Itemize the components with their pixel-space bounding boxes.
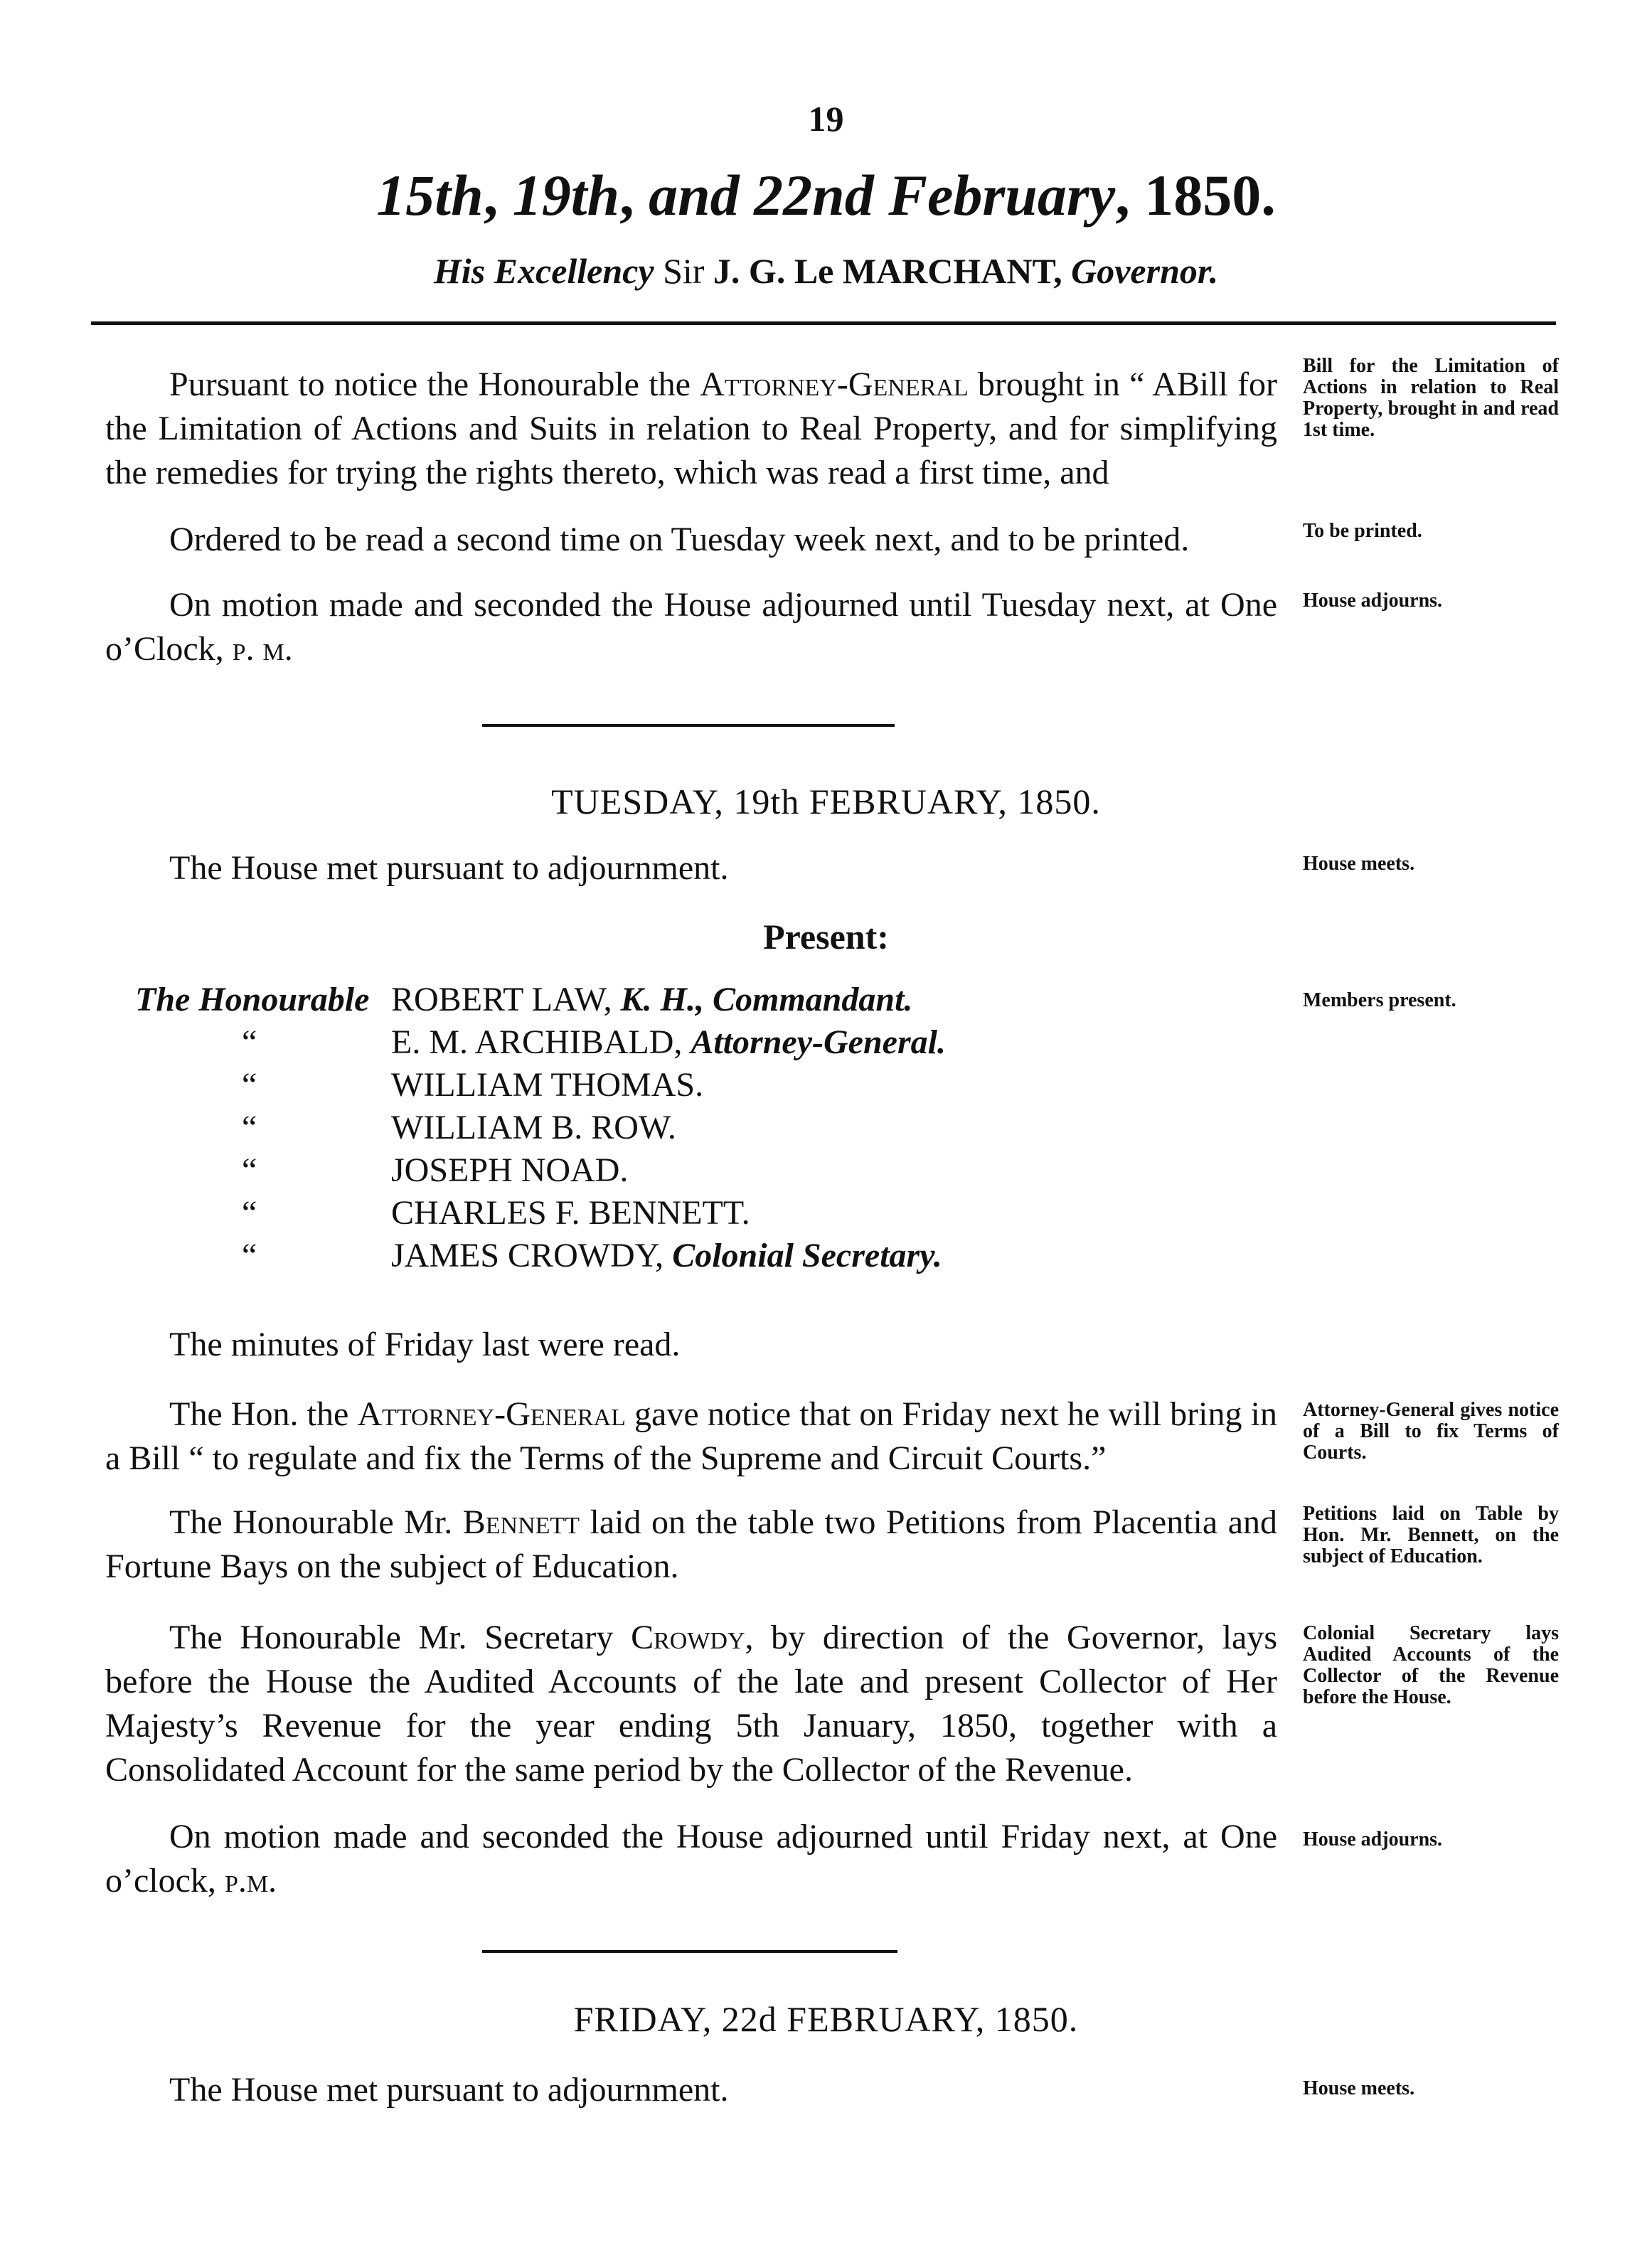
friday-heading: FRIDAY, 22d FEBRUARY, 1850. xyxy=(573,1999,1079,2039)
page-number: 19 xyxy=(808,99,844,139)
page-title: 15th, 19th, and 22nd February, 1850. xyxy=(376,163,1276,228)
margin-note-adjourns-2: House adjourns. xyxy=(1303,1828,1443,1850)
petitions: The Honourable Mr. Bennett laid on the table two Petitions from Placentia and Fortune Bays on the subject of Education. xyxy=(105,1503,1278,1585)
print-order: Ordered to be read a second time on Tuesday week next, and to be printed. xyxy=(169,521,1190,558)
margin-note-meets-2: House meets. xyxy=(1303,2077,1415,2099)
margin-note-bill: Bill for the Limitation of Actions in relation to Real Property, brought in and read 1st time. xyxy=(1303,355,1559,441)
adjournment-2: On motion made and seconded the House adjourned until Friday next, at One o’clock, p.m. xyxy=(105,1818,1277,1900)
header-rule xyxy=(91,321,1556,325)
margin-note-members: Members present. xyxy=(1303,989,1456,1011)
margin-note-notice: Attorney-General gives notice of a Bill to fix Terms of Courts. xyxy=(1303,1399,1559,1464)
section-rule-1 xyxy=(482,724,895,727)
margin-note-accounts: Colonial Secretary lays Audited Accounts of the Collector of the Revenue before the House. xyxy=(1303,1622,1559,1708)
margin-note-meets-1: House meets. xyxy=(1303,853,1415,875)
margin-note-adjourns-1: House adjourns. xyxy=(1303,590,1443,612)
attorney-notice: The Hon. the Attorney-General gave notice that on Friday next he will bring in a Bill “ to regulate and fix the Terms of the Supreme and Circuit Courts.” xyxy=(105,1395,1277,1477)
audited-accounts: The Honourable Mr. Secretary Crowdy, by direction of the Governor, lays before the House the Audited Accounts of the late and present Collector of Her Majesty’s Revenue for the year ending 5th January, 1850, together with a Consolidated Account for the same period by the Collector of the Revenue. xyxy=(105,1619,1278,1789)
margin-note-petitions: Petitions laid on Table by Hon. Mr. Bennett, on the subject of Education. xyxy=(1303,1503,1559,1567)
section-rule-2 xyxy=(482,1950,897,1953)
house-met-tuesday: The House met pursuant to adjournment. xyxy=(169,849,729,887)
present-label: Present: xyxy=(763,917,889,957)
adjournment-1: On motion made and seconded the House adjourned until Tuesday next, at One o’Clock, p. m. xyxy=(105,586,1277,668)
house-met-friday: The House met pursuant to adjournment. xyxy=(169,2071,729,2109)
governor-line: His Excellency Sir J. G. Le MARCHANT, Governor. xyxy=(433,251,1219,291)
tuesday-heading: TUESDAY, 19th FEBRUARY, 1850. xyxy=(551,782,1101,821)
margin-note-print: To be printed. xyxy=(1303,520,1422,542)
minutes-read: The minutes of Friday last were read. xyxy=(169,1326,681,1363)
bill-introduction: Pursuant to notice the Honourable the Attorney-General brought in “ ABill for the Limitation of Actions and Suits in relation to Real Property, and for simplifying the remedies for trying the rights thereto, which was read a first time, and xyxy=(105,366,1277,491)
